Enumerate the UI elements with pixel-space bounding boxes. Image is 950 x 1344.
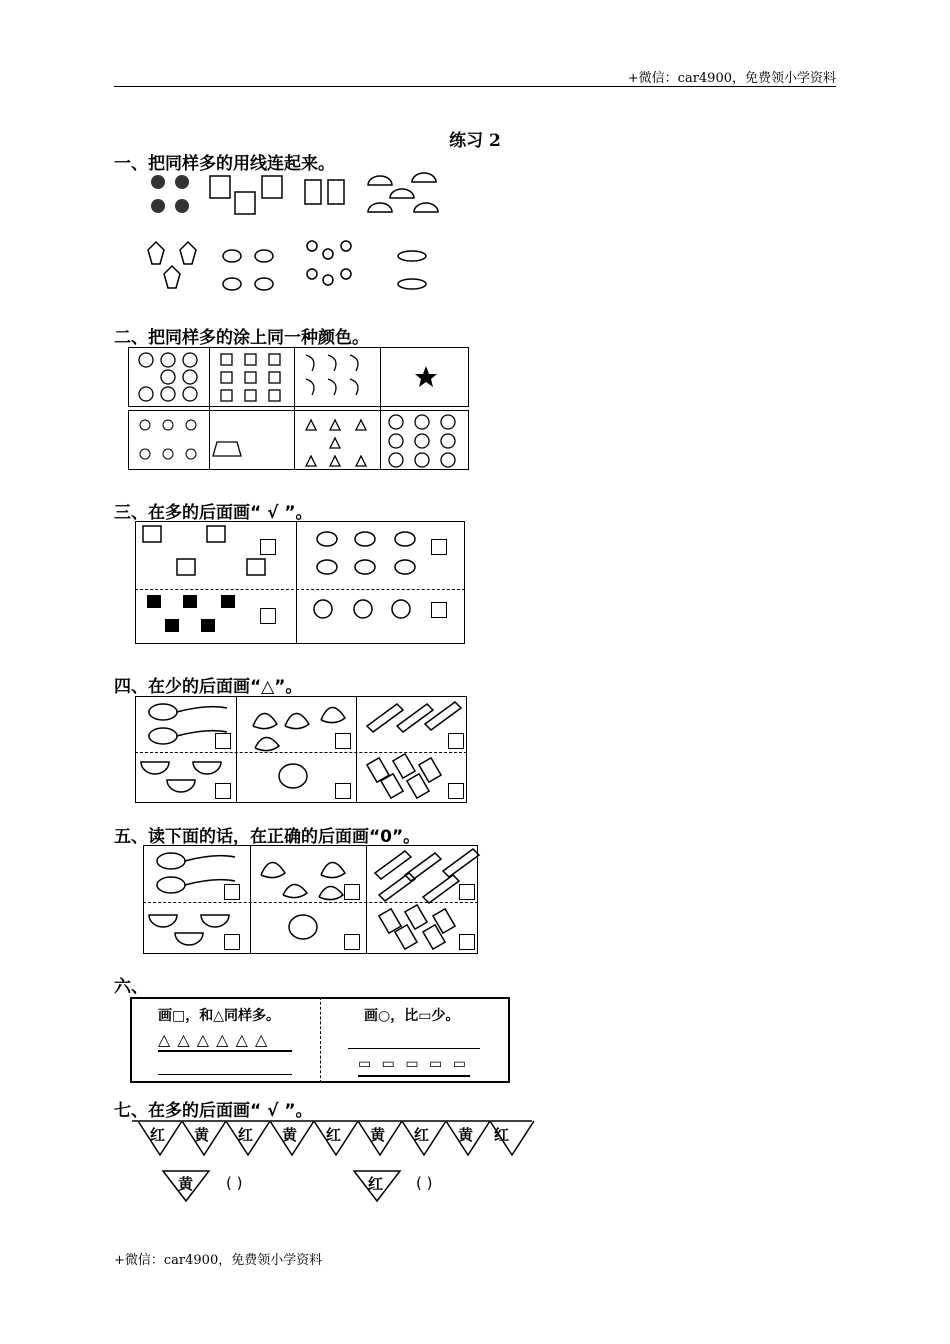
footer-text: +微信：car4900，免费领小学资料 xyxy=(114,1253,323,1268)
q6-left-triangles: △ △ △ △ △ △ xyxy=(158,1030,269,1049)
flag-label: 红 xyxy=(238,1126,254,1144)
flag-label: 黄 xyxy=(194,1126,210,1144)
answer-box[interactable] xyxy=(260,608,276,624)
section-5-pictures xyxy=(143,845,478,954)
answer-box[interactable] xyxy=(224,934,240,950)
header-text: +微信：car4900，免费领小学资料 xyxy=(627,71,836,86)
answer-paren-a[interactable]: ( ) xyxy=(226,1174,243,1192)
section-1-pictures xyxy=(140,170,450,300)
flag-label: 黄 xyxy=(282,1126,298,1144)
answer-box[interactable] xyxy=(260,539,276,555)
answer-box[interactable] xyxy=(344,934,360,950)
color-grid-shapes xyxy=(128,347,469,470)
answer-box[interactable] xyxy=(448,783,464,799)
answer-box[interactable] xyxy=(335,733,351,749)
answer-box[interactable] xyxy=(431,539,447,555)
section-6-heading: 六、 xyxy=(114,977,148,997)
answer-box[interactable] xyxy=(215,733,231,749)
section-2-heading: 二、把同样多的涂上同一种颜色。 xyxy=(114,328,369,348)
section-3-heading: 三、在多的后面画“ √ ”。 xyxy=(114,503,313,523)
q6-left-answer-line[interactable] xyxy=(158,1074,292,1075)
flag-label: 黄 xyxy=(458,1126,474,1144)
header-rule xyxy=(114,86,836,87)
flag-label: 红 xyxy=(150,1126,166,1144)
q6-right-prompt: 画○，比▭少。 xyxy=(364,1008,460,1024)
section-4-pictures xyxy=(135,696,467,803)
section-7-heading: 七、在多的后面画“ √ ”。 xyxy=(114,1101,313,1121)
answer-flag-red-label: 红 xyxy=(368,1175,384,1193)
section-4-heading: 四、在少的后面画“△”。 xyxy=(114,677,303,697)
matching-pictures xyxy=(140,170,450,300)
q6-right-rectangles: ▭ ▭ ▭ ▭ ▭ xyxy=(358,1056,469,1072)
answer-paren-b[interactable]: ( ) xyxy=(416,1174,433,1192)
panel-dashed-divider xyxy=(320,997,321,1083)
flag-label: 红 xyxy=(326,1126,342,1144)
answer-box[interactable] xyxy=(215,783,231,799)
q6-left-prompt: 画□，和△同样多。 xyxy=(158,1008,280,1024)
q6-right-answer-line[interactable] xyxy=(348,1048,480,1049)
answer-box[interactable] xyxy=(344,884,360,900)
answer-box[interactable] xyxy=(224,884,240,900)
section-1-heading: 一、把同样多的用线连起来。 xyxy=(114,154,335,174)
answer-box[interactable] xyxy=(335,783,351,799)
page-title: 练习 2 xyxy=(449,131,501,151)
answer-box[interactable] xyxy=(448,733,464,749)
flag-label: 黄 xyxy=(370,1126,386,1144)
flag-label: 红 xyxy=(414,1126,430,1144)
section-5-heading: 五、读下面的话，在正确的后面画“0”。 xyxy=(114,827,421,847)
flag-label: 红 xyxy=(494,1126,510,1144)
answer-box[interactable] xyxy=(459,884,475,900)
answer-box[interactable] xyxy=(459,934,475,950)
section-3-pictures xyxy=(135,521,465,644)
answer-flag-yellow-label: 黄 xyxy=(178,1175,194,1193)
q6-right-underline xyxy=(358,1075,470,1077)
answer-box[interactable] xyxy=(431,602,447,618)
q6-left-underline xyxy=(158,1050,292,1052)
